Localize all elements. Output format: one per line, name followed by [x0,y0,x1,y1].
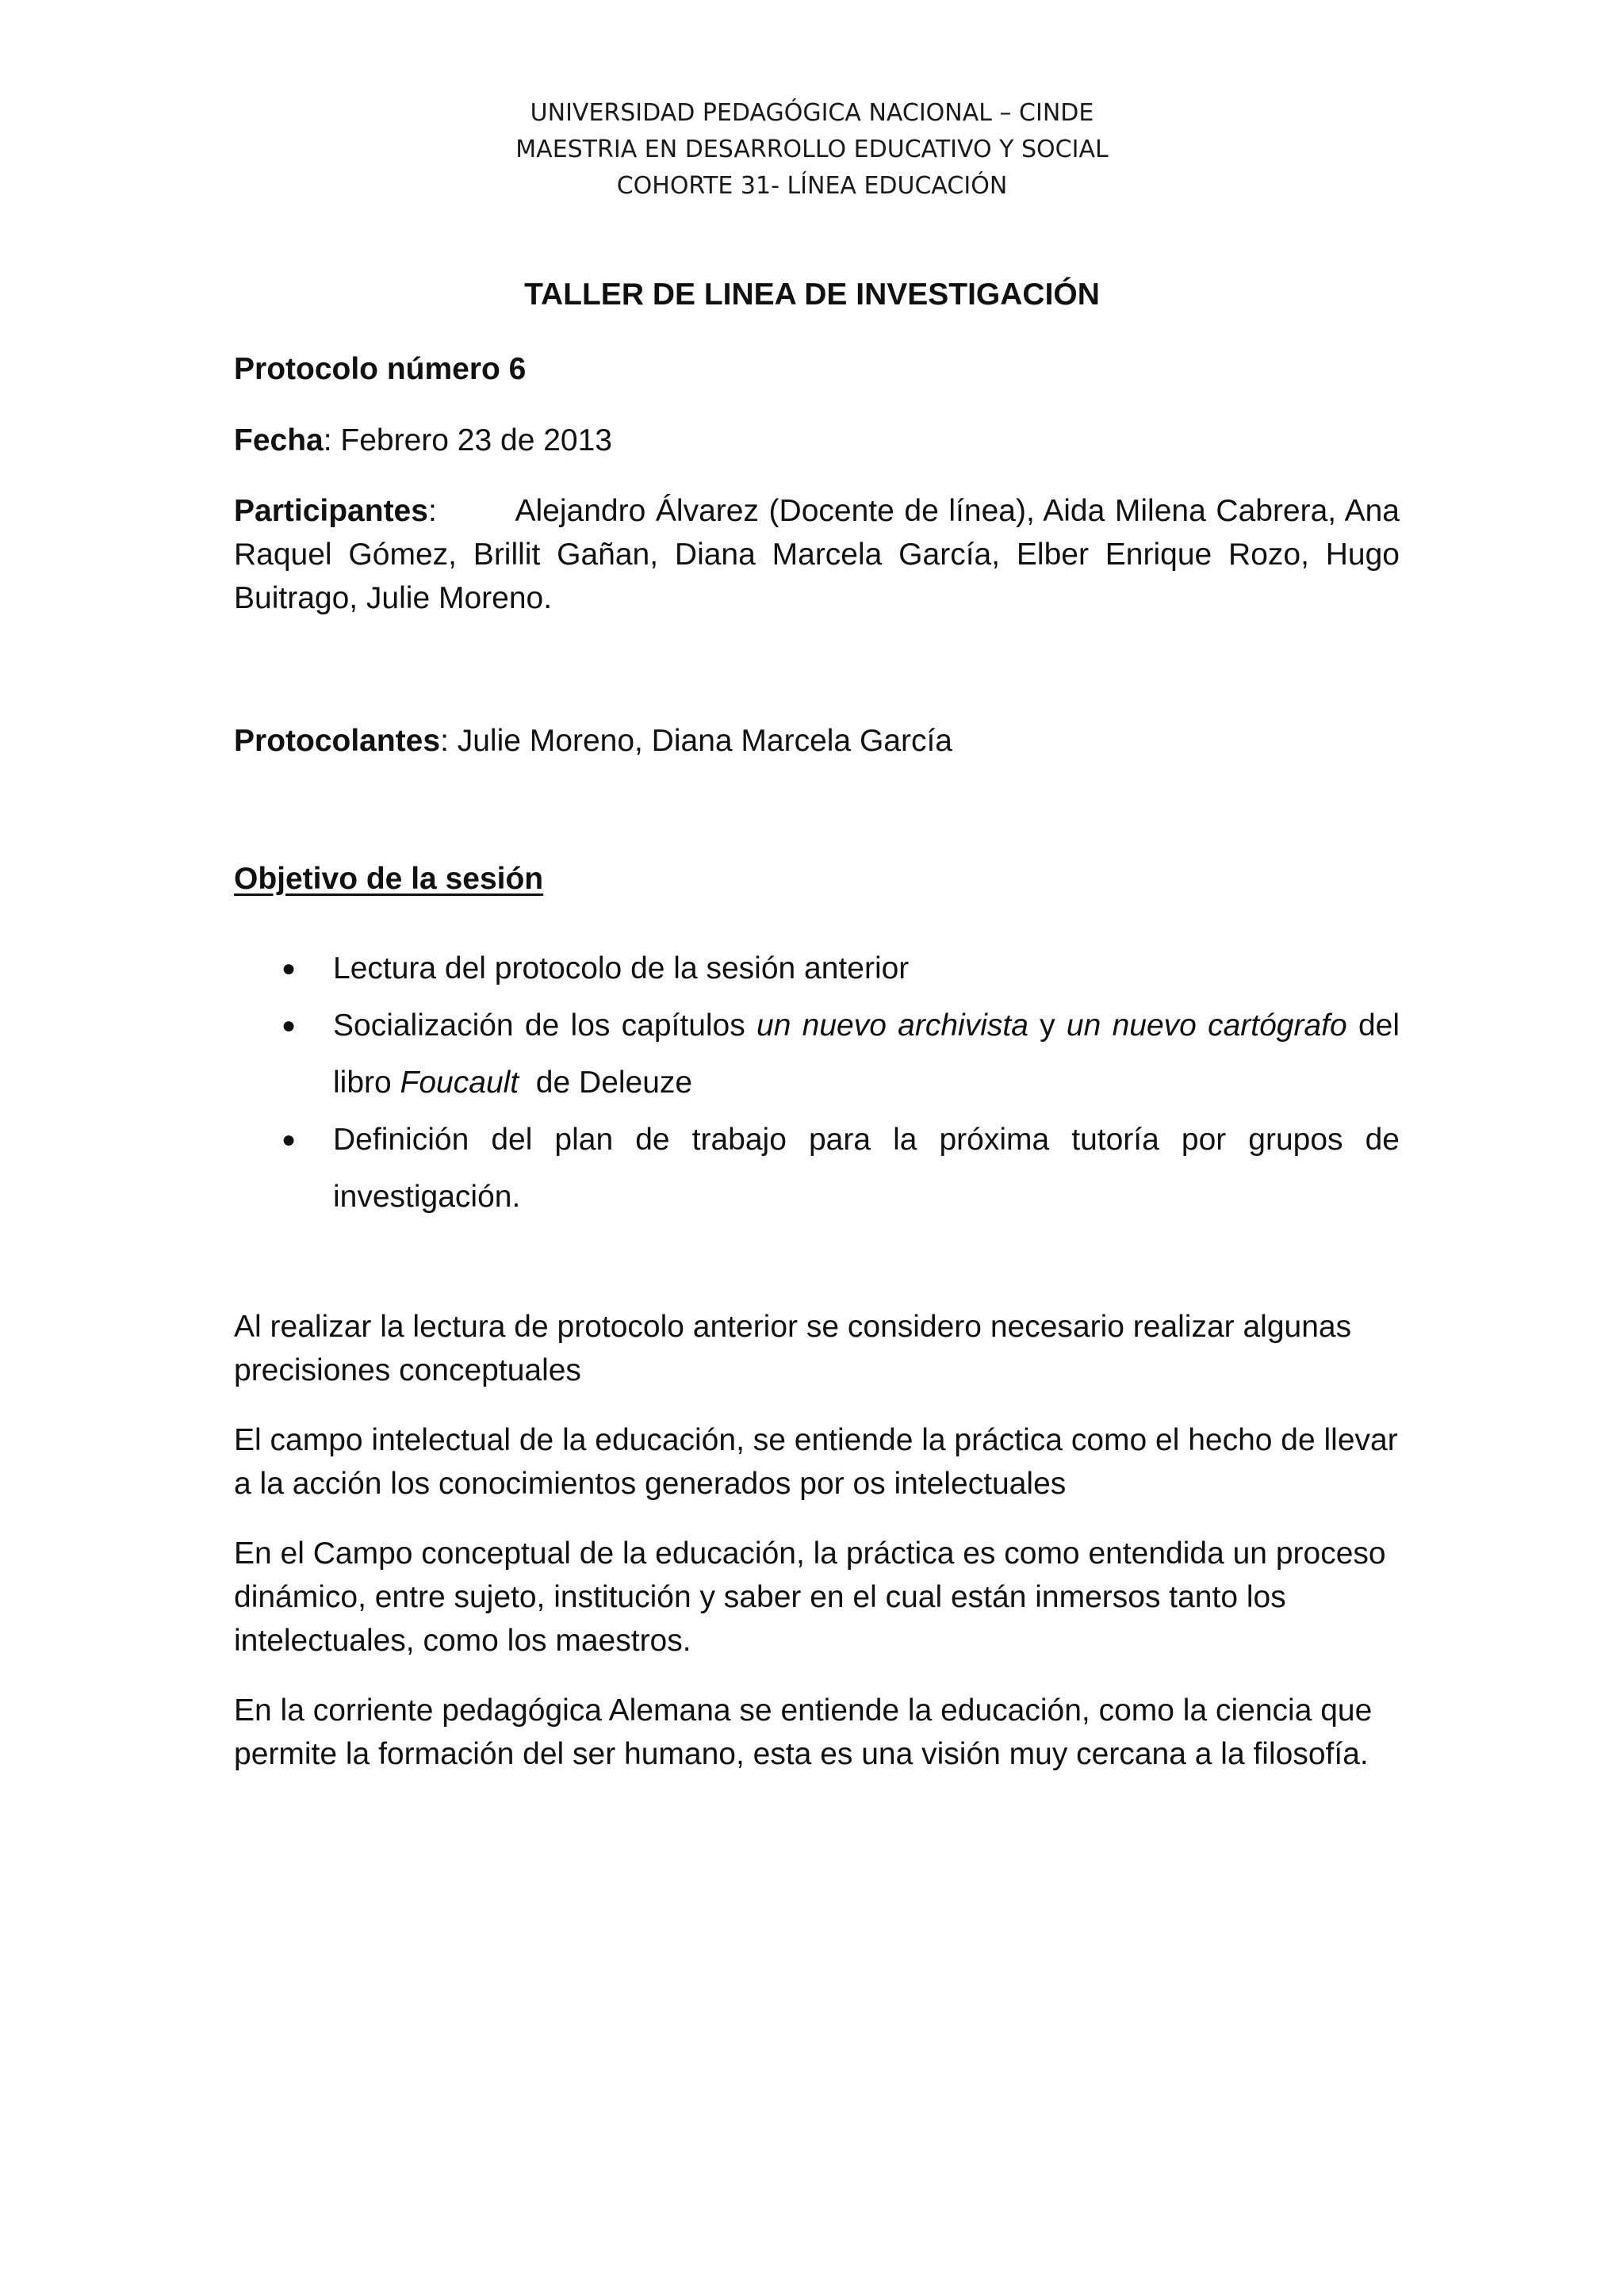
objective-item-text: y [1028,1008,1067,1043]
header-line-university: UNIVERSIDAD PEDAGÓGICA NACIONAL – CINDE [530,99,1094,127]
header-line-program: MAESTRIA EN DESARROLLO EDUCATIVO Y SOCIAL [515,136,1109,163]
document-title: TALLER DE LINEA DE INVESTIGACIÓN [524,277,1100,312]
bullet-icon: ● [282,955,297,982]
paragraph-german-pedagogy: En la corriente pedagógica Alemana se entiende la educación, como la ciencia que permite la formación del ser humano, esta es una visión muy cercana a la filosofía. [234,1693,1373,1771]
objective-item-text: Definición del plan de trabajo para la próxima tutoría por grupos de investigación. [333,1123,1400,1214]
paragraph-reading-note: Al realizar la lectura de protocolo anterior se considero necesario realizar algunas precisiones conceptuales [234,1310,1352,1387]
body-paragraphs [234,1305,1400,1776]
date-value: : Febrero 23 de 2013 [323,423,612,457]
protocol-number [234,347,1400,391]
note-takers-value: : Julie Moreno, Diana Marcela García [440,724,952,758]
institution-header [0,95,1624,205]
paragraph-conceptual-field: En el Campo conceptual de la educación, la práctica es como entendida un proceso dinámico, entre sujeto, institución y saber en el cual están inmersos tanto los intelectuales, como los maestros. [234,1536,1386,1658]
participants-label: Participantes [234,494,428,528]
date-label: Fecha [234,423,324,457]
header-line-cohort: COHORTE 31- LÍNEA EDUCACIÓN [616,172,1008,200]
chapter-title-cartografo: un nuevo cartógrafo [1066,1008,1347,1043]
bullet-icon: ● [282,1012,297,1039]
bullet-icon: ● [282,1127,297,1153]
participants-value: : Alejandro Álvarez (Docente de línea), Aida Milena Cabrera, Ana Raquel Gómez, Brillit Gañan, Diana Marcela García, Elber Enrique Rozo, Hugo Buitrago, Julie Moreno. [234,494,1408,615]
note-takers-label: Protocolantes [234,724,441,758]
date-line [234,419,1400,462]
session-objective-heading: Objetivo de la sesión [234,862,544,896]
list-item [234,997,1400,1112]
participants-block [234,489,1408,620]
note-takers-line [234,719,1400,763]
list-item [234,940,1400,997]
objective-item-text: Socialización de los capítulos [333,1008,756,1043]
chapter-title-archivista: un nuevo archivista [756,1008,1028,1043]
paragraph-intellectual-field: El campo intelectual de la educación, se entiende la práctica como el hecho de llevar a la acción los conocimientos generados por os intelectuales [234,1423,1398,1501]
objective-item-text: del libro [333,1008,1400,1100]
book-title-foucault: Foucault [400,1066,519,1100]
objective-item-text: Lectura del protocolo de la sesión anterior [333,951,910,985]
objective-item-text: de Deleuze [519,1066,693,1100]
list-item [234,1112,1400,1226]
protocol-number-label: Protocolo número 6 [234,352,527,386]
objective-list [234,940,1400,1226]
